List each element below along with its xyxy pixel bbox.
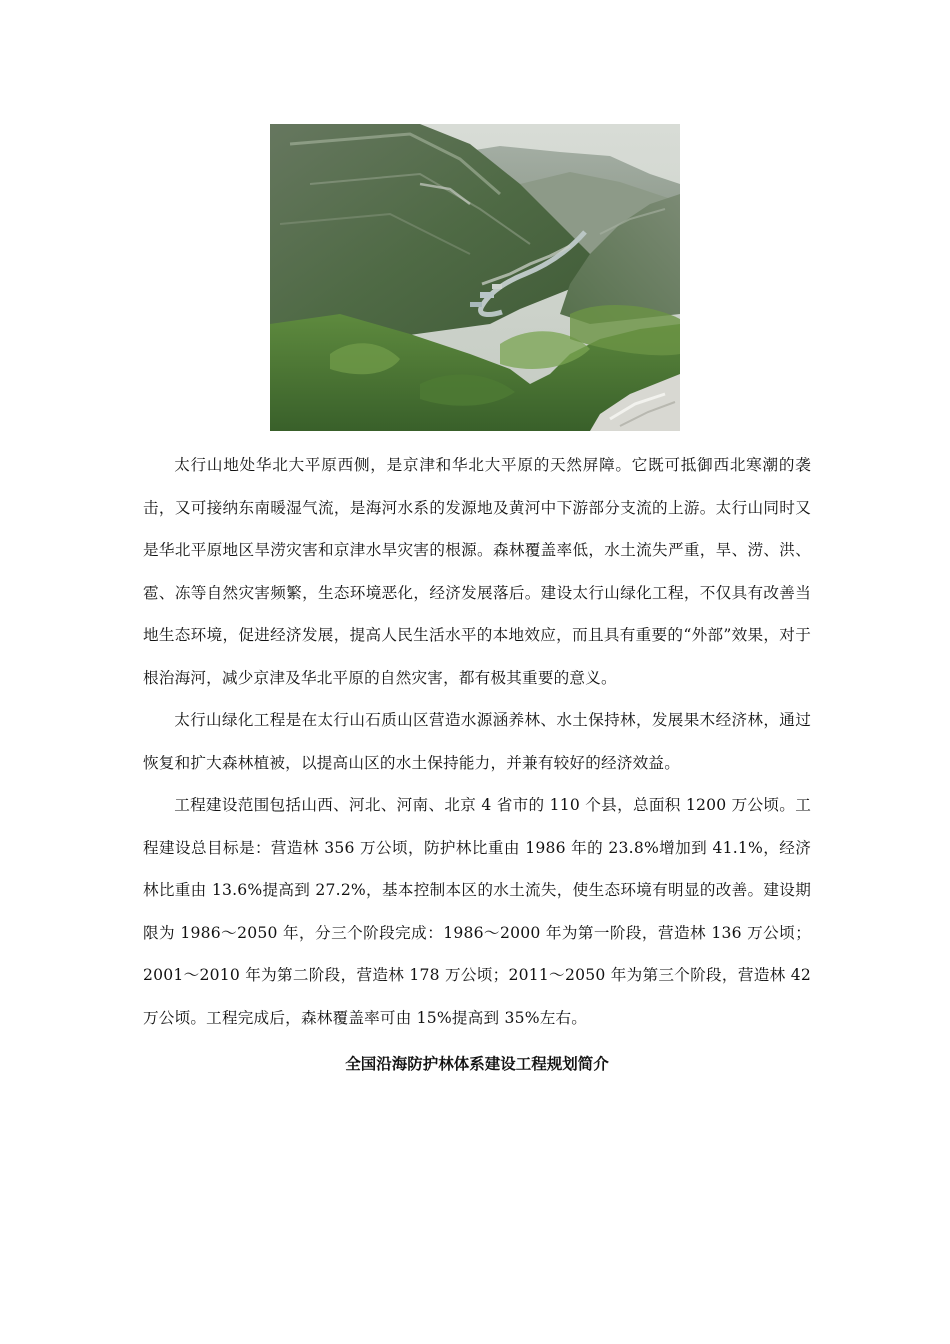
- body-text: [143, 444, 811, 1039]
- paragraph-project-scope: 工程建设范围包括山西、河北、河南、北京 4 省市的 110 个县，总面积 1200 万公顷。工程建设总目标是：营造林 356 万公顷，防护林比重由 1986 年的 23.8%增加到 41.1%，经济林比重由 13.6%提高到 27.2%，基本控制本区的水土流失，使生态环境有明显的改善。建设期限为 1986～2050 年，分三个阶段完成：1986～2000 年为第一阶段，营造林 136 万公顷；2001～2010 年为第二阶段，营造林 178 万公顷；2011～2050 年为第三个阶段，营造林 42 万公顷。工程完成后，森林覆盖率可由 15%提高到 35%左右。: [143, 796, 811, 1027]
- paragraph-taihang-overview: 太行山地处华北大平原西侧，是京津和华北大平原的天然屏障。它既可抵御西北寒潮的袭击，又可接纳东南暖湿气流，是海河水系的发源地及黄河中下游部分支流的上游。太行山同时又是华北平原地区旱涝灾害和京津水旱灾害的根源。森林覆盖率低，水土流失严重，旱、涝、洪、雹、冻等自然灾害频繁，生态环境恶化，经济发展落后。建设太行山绿化工程，不仅具有改善当地生态环境，促进经济发展，提高人民生活水平的本地效应，而且具有重要的“外部”效果，对于根治海河，减少京津及华北平原的自然灾害，都有极其重要的意义。: [143, 456, 811, 687]
- paragraph-project-purpose: 太行山绿化工程是在太行山石质山区营造水源涵养林、水土保持林，发展果木经济林，通过恢复和扩大森林植被，以提高山区的水土保持能力，并兼有较好的经济效益。: [143, 711, 811, 772]
- taihang-valley-photo: [270, 124, 680, 431]
- section-heading: 全国沿海防护林体系建设工程规划简介: [345, 1055, 609, 1073]
- valley-photo-drawing: [270, 124, 680, 431]
